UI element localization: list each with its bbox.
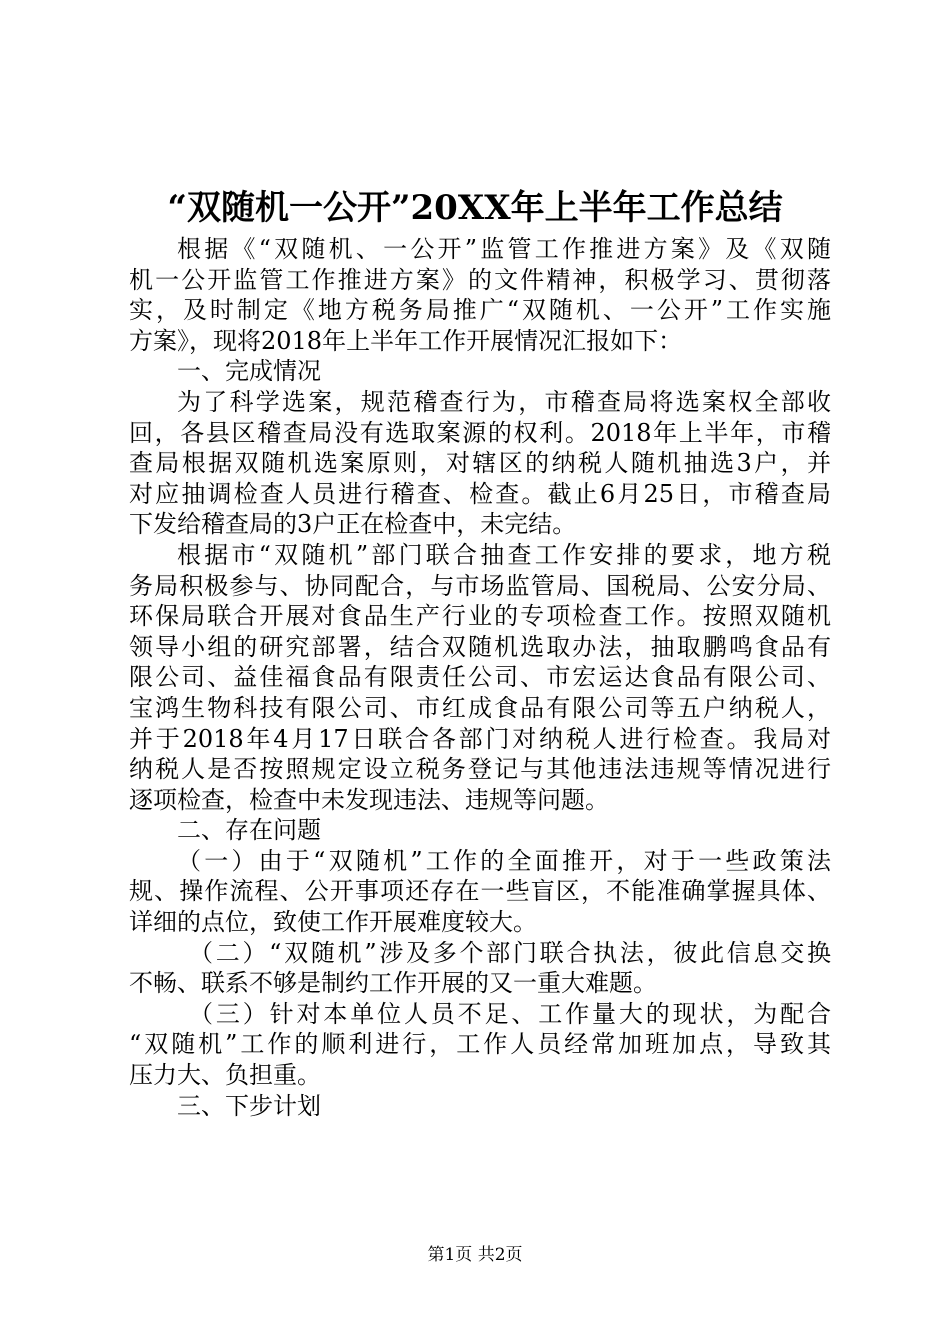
paragraph-line: 务局积极参与、协同配合，与市场监管局、国税局、公安分局、 (129, 571, 831, 600)
paragraph-line: （一）由于“双随机”工作的全面推开，对于一些政策法 (177, 846, 831, 875)
paragraph-line: 逐项检查，检查中未发现违法、违规等问题。 (129, 785, 609, 814)
document-title: “双随机一公开”20XX年上半年工作总结 (167, 188, 783, 228)
paragraph-line: 领导小组的研究部署，结合双随机选取办法，抽取鹏鸣食品有 (129, 632, 831, 661)
paragraph-line: 宝鸿生物科技有限公司、市红成食品有限公司等五户纳税人， (129, 693, 831, 722)
paragraph-line: 回，各县区稽查局没有选取案源的权利。2018年上半年，市稽 (129, 418, 831, 447)
paragraph-line: 压力大、负担重。 (129, 1061, 321, 1090)
paragraph-line: 规、操作流程、公开事项还存在一些盲区，不能准确掌握具体、 (129, 877, 831, 906)
page-number-footer: 第1页 共2页 (427, 1245, 523, 1265)
section-heading: 三、下步计划 (177, 1091, 321, 1120)
paragraph-line: （二）“双随机”涉及多个部门联合执法，彼此信息交换 (189, 938, 831, 967)
paragraph-line: 方案》，现将2018年上半年工作开展情况汇报如下： (129, 326, 683, 355)
paragraph-line: 不畅、联系不够是制约工作开展的又一重大难题。 (129, 969, 657, 998)
paragraph-line: 下发给稽查局的3户正在检查中，未完结。 (129, 510, 577, 539)
paragraph-line: 为了科学选案，规范稽查行为，市稽查局将选案权全部收 (177, 387, 831, 416)
paragraph-line: 限公司、益佳福食品有限责任公司、市宏运达食品有限公司、 (129, 663, 831, 692)
section-heading: 一、完成情况 (177, 357, 321, 386)
document-body (129, 234, 831, 1121)
section-heading: 二、存在问题 (177, 816, 321, 845)
paragraph-line: 对应抽调检查人员进行稽查、检查。截止6月25日，市稽查局 (129, 479, 831, 508)
paragraph-line: 详细的点位，致使工作开展难度较大。 (129, 908, 537, 937)
paragraph-line: 根据市“双随机”部门联合抽查工作安排的要求，地方税 (177, 540, 831, 569)
paragraph-line: 根据《“双随机、一公开”监管工作推进方案》及《双随 (177, 235, 831, 263)
paragraph-line: 查局根据双随机选案原则，对辖区的纳税人随机抽选3户，并 (129, 449, 831, 478)
paragraph-line: “双随机”工作的顺利进行，工作人员经常加班加点，导致其 (129, 1030, 831, 1059)
paragraph-line: 纳税人是否按照规定设立税务登记与其他违法违规等情况进行 (129, 755, 831, 784)
paragraph-line: 环保局联合开展对食品生产行业的专项检查工作。按照双随机 (129, 602, 831, 631)
paragraph-line: 实，及时制定《地方税务局推广“双随机、一公开”工作实施 (129, 296, 831, 325)
paragraph-line: 机一公开监管工作推进方案》的文件精神，积极学习、贯彻落 (129, 265, 831, 294)
paragraph-line: 并于2018年4月17日联合各部门对纳税人进行检查。我局对 (129, 724, 831, 753)
paragraph-line: （三）针对本单位人员不足、工作量大的现状，为配合 (189, 999, 831, 1028)
